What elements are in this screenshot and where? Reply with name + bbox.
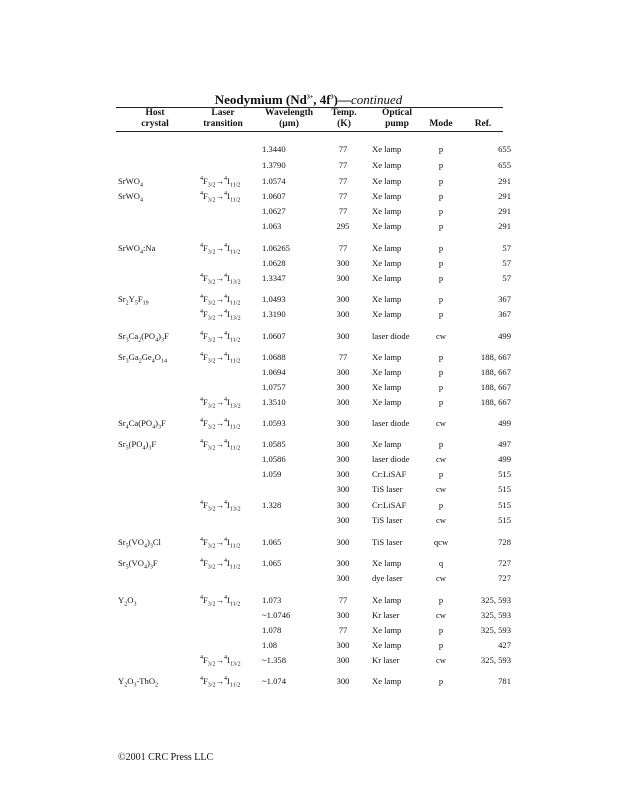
temp-cell: 77 [338, 625, 348, 635]
pump-cell: Xe lamp [372, 595, 402, 605]
temp-cell: 300 [336, 367, 350, 377]
pump-cell: laser diode [372, 331, 410, 341]
table-row [0, 330, 617, 343]
wavelength-cell: 1.065 [262, 537, 282, 547]
wavelength-cell: 1.0493 [262, 294, 286, 304]
temp-cell: 300 [336, 439, 350, 449]
wavelength-cell: 1.0586 [262, 454, 286, 464]
pump-cell: Xe lamp [372, 273, 402, 283]
header-temp: Temp. (K) [331, 108, 357, 129]
transition-cell: $^4F_{3/2}\to^4I_{11/2}$ [200, 294, 241, 307]
mode-cell: p [438, 160, 444, 170]
transition-cell: $^4F_{3/2}\to^4I_{11/2}$ [200, 537, 241, 550]
mode-cell: p [438, 273, 444, 283]
mode-cell: p [438, 176, 444, 186]
wavelength-cell: 1.3510 [262, 397, 286, 407]
host-cell: $Sr_3Ca_2(PO_4)_3F$ [118, 331, 169, 344]
pump-cell: Xe lamp [372, 160, 402, 170]
temp-cell: 77 [338, 206, 348, 216]
table-row [0, 572, 617, 585]
mode-cell: p [438, 258, 444, 268]
table-row [0, 308, 617, 321]
table-row [0, 396, 617, 409]
table-row [0, 639, 617, 652]
mode-cell: cw [435, 454, 447, 464]
wavelength-cell: 1.073 [262, 595, 282, 605]
wavelength-cell: 1.3347 [262, 273, 286, 283]
temp-cell: 300 [336, 331, 350, 341]
wavelength-cell: ~1.0746 [262, 610, 291, 620]
table-row [0, 594, 617, 607]
temp-cell: 77 [338, 160, 348, 170]
ref-cell: 291 [498, 191, 511, 201]
transition-cell: $^4F_{3/2}\to^4I_{13/2}$ [200, 397, 241, 410]
transition-cell: $^4F_{3/2}\to^4I_{11/2}$ [200, 191, 241, 204]
ref-cell: 367 [498, 294, 511, 304]
ref-cell: 515 [498, 515, 511, 525]
mode-cell: p [438, 382, 444, 392]
temp-cell: 300 [336, 418, 350, 428]
transition-cell: $^4F_{3/2}\to^4I_{11/2}$ [200, 676, 241, 689]
temp-cell: 77 [338, 352, 348, 362]
ref-cell: 655 [498, 160, 511, 170]
transition-cell: $^4F_{3/2}\to^4I_{13/2}$ [200, 273, 241, 286]
host-cell: $Sr_2Y_5F_{19}$ [118, 294, 149, 307]
table-row [0, 536, 617, 549]
header-host: Host crystal [141, 108, 169, 129]
ref-cell: 727 [498, 558, 511, 568]
header-rule [116, 131, 503, 132]
wavelength-cell: 1.063 [262, 221, 282, 231]
table-row [0, 483, 617, 496]
ref-cell: 515 [498, 500, 511, 510]
pump-cell: TiS laser [372, 537, 403, 547]
host-cell: $Y_2O_3$ [118, 595, 137, 608]
mode-cell: cw [435, 515, 447, 525]
transition-cell: $^4F_{3/2}\to^4I_{11/2}$ [200, 243, 241, 256]
table-row [0, 351, 617, 364]
ref-cell: 188, 667 [480, 367, 511, 377]
wavelength-cell: 1.3790 [262, 160, 286, 170]
table-row [0, 175, 617, 188]
table-row [0, 190, 617, 203]
wavelength-cell: 1.065 [262, 558, 282, 568]
wavelength-cell: 1.0627 [262, 206, 286, 216]
temp-cell: 300 [336, 676, 350, 686]
mode-cell: q [438, 558, 444, 568]
table-row [0, 381, 617, 394]
wavelength-cell: 1.0607 [262, 191, 286, 201]
mode-cell: p [438, 676, 444, 686]
ref-cell: 499 [498, 454, 511, 464]
wavelength-cell: 1.059 [262, 469, 282, 479]
table-row [0, 654, 617, 667]
wavelength-cell: ~1.074 [262, 676, 286, 686]
ref-cell: 188, 667 [480, 352, 511, 362]
pump-cell: Xe lamp [372, 258, 402, 268]
pump-cell: Kr laser [372, 610, 400, 620]
mode-cell: p [438, 640, 444, 650]
mode-cell: p [438, 206, 444, 216]
transition-cell: $^4F_{3/2}\to^4I_{11/2}$ [200, 331, 241, 344]
mode-cell: p [438, 397, 444, 407]
mode-cell: p [438, 439, 444, 449]
wavelength-cell: 1.0628 [262, 258, 286, 268]
mode-cell: cw [435, 573, 447, 583]
pump-cell: Xe lamp [372, 640, 402, 650]
transition-cell: $^4F_{3/2}\to^4I_{11/2}$ [200, 352, 241, 365]
transition-cell: $^4F_{3/2}\to^4I_{13/2}$ [200, 309, 241, 322]
ref-cell: 325, 593 [480, 625, 511, 635]
temp-cell: 300 [336, 515, 350, 525]
temp-cell: 77 [338, 144, 348, 154]
table-row [0, 468, 617, 481]
temp-cell: 300 [336, 258, 350, 268]
wavelength-cell: 1.0688 [262, 352, 286, 362]
temp-cell: 77 [338, 243, 348, 253]
wavelength-cell: 1.0694 [262, 367, 286, 377]
table-row [0, 514, 617, 527]
ref-cell: 188, 667 [480, 397, 511, 407]
temp-cell: 300 [336, 469, 350, 479]
temp-cell: 77 [338, 191, 348, 201]
mode-cell: qcw [433, 537, 449, 547]
wavelength-cell: 1.0757 [262, 382, 286, 392]
mode-cell: p [438, 500, 444, 510]
temp-cell: 300 [336, 397, 350, 407]
ref-cell: 727 [498, 573, 511, 583]
ref-cell: 497 [498, 439, 511, 449]
temp-cell: 300 [336, 309, 350, 319]
temp-cell: 300 [336, 484, 350, 494]
header-pump: Optical pump [381, 108, 413, 129]
mode-cell: p [438, 469, 444, 479]
pump-cell: dye laser [372, 573, 403, 583]
wavelength-cell: 1.3440 [262, 144, 286, 154]
wavelength-cell: 1.328 [262, 500, 282, 510]
table-row [0, 220, 617, 233]
ref-cell: 325, 593 [480, 610, 511, 620]
transition-cell: $^4F_{3/2}\to^4I_{11/2}$ [200, 439, 241, 452]
table-row [0, 453, 617, 466]
ref-cell: 325, 593 [480, 655, 511, 665]
table-row [0, 557, 617, 570]
pump-cell: TiS laser [372, 515, 403, 525]
ref-cell: 728 [498, 537, 511, 547]
ref-cell: 515 [498, 484, 511, 494]
temp-cell: 300 [336, 640, 350, 650]
pump-cell: laser diode [372, 418, 410, 428]
temp-cell: 300 [336, 610, 350, 620]
table-row [0, 417, 617, 430]
pump-cell: Xe lamp [372, 144, 402, 154]
pump-cell: Xe lamp [372, 294, 402, 304]
host-cell: $Y_2O_3-ThO_2$ [118, 676, 159, 689]
ref-cell: 781 [498, 676, 511, 686]
pump-cell: Xe lamp [372, 206, 402, 216]
temp-cell: 300 [336, 500, 350, 510]
transition-cell: $^4F_{3/2}\to^4I_{11/2}$ [200, 558, 241, 571]
table-row [0, 143, 617, 156]
header-mode: Mode [429, 119, 453, 129]
ref-cell: 325, 593 [480, 595, 511, 605]
wavelength-cell: 1.0574 [262, 176, 286, 186]
wavelength-cell: 1.08 [262, 640, 278, 650]
header-ref: Ref. [474, 119, 492, 129]
mode-cell: p [438, 294, 444, 304]
temp-cell: 300 [336, 382, 350, 392]
mode-cell: p [438, 352, 444, 362]
wavelength-cell: 1.0585 [262, 439, 286, 449]
wavelength-cell: 1.0593 [262, 418, 286, 428]
pump-cell: Xe lamp [372, 243, 402, 253]
pump-cell: laser diode [372, 454, 410, 464]
pump-cell: Xe lamp [372, 439, 402, 449]
ref-cell: 515 [498, 469, 511, 479]
ref-cell: 367 [498, 309, 511, 319]
mode-cell: p [438, 595, 444, 605]
temp-cell: 300 [336, 273, 350, 283]
mode-cell: cw [435, 331, 447, 341]
temp-cell: 77 [338, 176, 348, 186]
mode-cell: p [438, 309, 444, 319]
wavelength-cell: 1.06265 [262, 243, 290, 253]
header-wavelength: Wavelength (µm) [264, 108, 314, 129]
pump-cell: Xe lamp [372, 367, 402, 377]
ref-cell: 499 [498, 331, 511, 341]
temp-cell: 300 [336, 655, 350, 665]
pump-cell: Xe lamp [372, 352, 402, 362]
ref-cell: 188, 667 [480, 382, 511, 392]
ref-cell: 655 [498, 144, 511, 154]
wavelength-cell: 1.0607 [262, 331, 286, 341]
pump-cell: Xe lamp [372, 558, 402, 568]
wavelength-cell: 1.078 [262, 625, 282, 635]
temp-cell: 77 [338, 595, 348, 605]
mode-cell: cw [435, 655, 447, 665]
mode-cell: cw [435, 610, 447, 620]
ref-cell: 291 [498, 221, 511, 231]
host-cell: SrWO$_4$ [118, 191, 143, 204]
mode-cell: p [438, 221, 444, 231]
temp-cell: 300 [336, 294, 350, 304]
pump-cell: Cr:LiSAF [372, 469, 407, 479]
table-row [0, 257, 617, 270]
temp-cell: 300 [336, 558, 350, 568]
ref-cell: 427 [498, 640, 511, 650]
temp-cell: 300 [336, 454, 350, 464]
wavelength-cell: 1.3190 [262, 309, 286, 319]
table-row [0, 438, 617, 451]
table-row [0, 159, 617, 172]
ref-cell: 57 [502, 243, 511, 253]
pump-cell: Xe lamp [372, 221, 402, 231]
mode-cell: p [438, 367, 444, 377]
wavelength-cell: ~1.358 [262, 655, 286, 665]
table-row [0, 272, 617, 285]
table-row [0, 499, 617, 512]
ref-cell: 57 [502, 258, 511, 268]
transition-cell: $^4F_{3/2}\to^4I_{11/2}$ [200, 176, 241, 189]
table-title: Neodymium ($Nd^{3+}$, $4f^3)—continued$ [214, 92, 403, 107]
pump-cell: TiS laser [372, 484, 403, 494]
mode-cell: cw [435, 418, 447, 428]
transition-cell: $^4F_{3/2}\to^4I_{11/2}$ [200, 595, 241, 608]
pump-cell: Xe lamp [372, 397, 402, 407]
mode-cell: p [438, 144, 444, 154]
pump-cell: Xe lamp [372, 676, 402, 686]
pump-cell: Xe lamp [372, 382, 402, 392]
host-cell: $Sr_5(VO_4)_3F$ [118, 558, 158, 571]
temp-cell: 300 [336, 573, 350, 583]
table-row [0, 293, 617, 306]
temp-cell: 300 [336, 537, 350, 547]
mode-cell: p [438, 625, 444, 635]
mode-cell: p [438, 191, 444, 201]
table-row [0, 242, 617, 255]
pump-cell: Xe lamp [372, 625, 402, 635]
table-row [0, 624, 617, 637]
host-cell: $Sr_5(VO_4)_3Cl$ [118, 537, 161, 550]
ref-cell: 499 [498, 418, 511, 428]
host-cell: $Sr_4Ca(PO_4)_3F$ [118, 418, 166, 431]
pump-cell: Xe lamp [372, 191, 402, 201]
pump-cell: Xe lamp [372, 176, 402, 186]
pump-cell: Xe lamp [372, 309, 402, 319]
table-row [0, 366, 617, 379]
transition-cell: $^4F_{3/2}\to^4I_{13/2}$ [200, 655, 241, 668]
pump-cell: Cr:LiSAF [372, 500, 407, 510]
ref-cell: 291 [498, 206, 511, 216]
ref-cell: 57 [502, 273, 511, 283]
copyright-footer: ©2001 CRC Press LLC [118, 752, 214, 763]
host-cell: $Sr_3Ga_2Ge_4O_{14}$ [118, 352, 167, 365]
mode-cell: p [438, 243, 444, 253]
table-row [0, 205, 617, 218]
temp-cell: 295 [336, 221, 350, 231]
table-row [0, 609, 617, 622]
pump-cell: Kr laser [372, 655, 400, 665]
ref-cell: 291 [498, 176, 511, 186]
header-laser: Laser transition [203, 108, 243, 129]
host-cell: $Sr_5(PO_4)_3F$ [118, 439, 157, 452]
transition-cell: $^4F_{3/2}\to^4I_{13/2}$ [200, 500, 241, 513]
host-cell: SrWO$_4$ [118, 176, 143, 189]
mode-cell: cw [435, 484, 447, 494]
transition-cell: $^4F_{3/2}\to^4I_{11/2}$ [200, 418, 241, 431]
table-row [0, 675, 617, 688]
host-cell: SrWO$_4$:Na [118, 243, 156, 256]
